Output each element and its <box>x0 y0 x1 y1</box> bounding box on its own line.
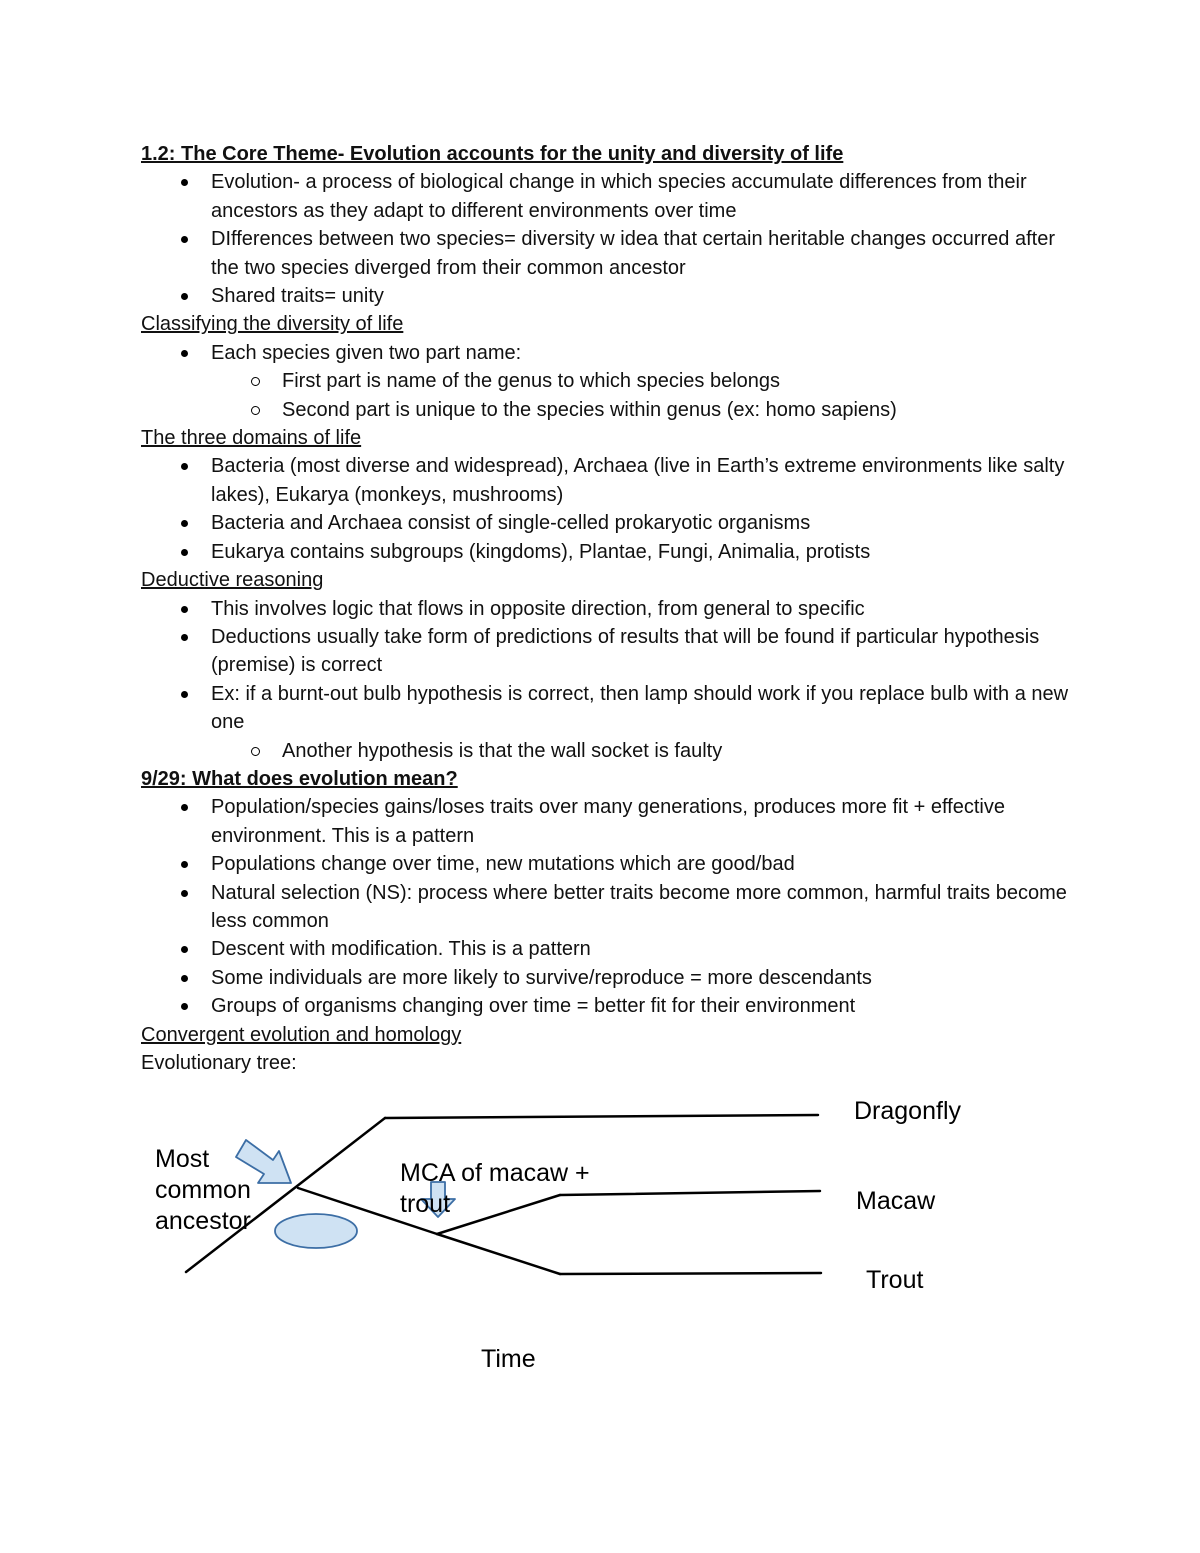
sub-list-item: Second part is unique to the species within genus (ex: homo sapiens) <box>141 396 1081 424</box>
list-item: DIfferences between two species= diversity w idea that certain heritable changes occurred after the two species diverged from their common ancestor <box>141 225 1081 282</box>
mca-label: MCA of macaw + trout <box>400 1159 590 1218</box>
list-item: This involves logic that flows in opposite direction, from general to specific <box>141 595 1081 623</box>
section-heading-convergent: Convergent evolution and homology <box>141 1023 462 1046</box>
list-item: Population/species gains/loses traits over many generations, produces more fit + effective environment. This is a pattern <box>141 793 1081 850</box>
list-item: Evolution- a process of biological change in which species accumulate differences from their ancestors as they adapt to different environments over time <box>141 168 1081 225</box>
most-common-ancestor-label: Most common ancestor <box>155 1145 251 1235</box>
sub-list-item: Another hypothesis is that the wall socket is faulty <box>141 737 1081 765</box>
sub-list-item: First part is name of the genus to which species belongs <box>141 367 1081 395</box>
section-heading-core-theme: 1.2: The Core Theme- Evolution accounts for the unity and diversity of life <box>141 143 844 165</box>
list-item: Natural selection (NS): process where better traits become more common, harmful traits become less common <box>141 879 1081 936</box>
section-heading-classifying: Classifying the diversity of life <box>141 313 404 336</box>
time-axis-label: Time <box>481 1345 536 1373</box>
list-item: Shared traits= unity <box>141 282 1081 310</box>
list-item: Eukarya contains subgroups (kingdoms), Plantae, Fungi, Animalia, protists <box>141 538 1081 566</box>
list-item: Descent with modification. This is a pattern <box>141 935 1081 963</box>
evolutionary-tree-caption: Evolutionary tree: <box>141 1052 297 1074</box>
list-item: Bacteria (most diverse and widespread), Archaea (live in Earth’s extreme environments like salty lakes), Eukarya (monkeys, mushrooms) <box>141 452 1081 509</box>
section-heading-deductive: Deductive reasoning <box>141 569 324 592</box>
list-item: Groups of organisms changing over time = better fit for their environment <box>141 992 1081 1020</box>
list-item: Bacteria and Archaea consist of single-celled prokaryotic organisms <box>141 509 1081 537</box>
list-item: Each species given two part name: <box>141 339 1081 367</box>
section-heading-domains: The three domains of life <box>141 427 362 450</box>
list-item: Some individuals are more likely to survive/reproduce = more descendants <box>141 964 1081 992</box>
list-item: Deductions usually take form of predictions of results that will be found if particular hypothesis (premise) is correct <box>141 623 1081 680</box>
trout-label: Trout <box>866 1266 924 1294</box>
list-item: Populations change over time, new mutations which are good/bad <box>141 850 1081 878</box>
section-heading-evolution-meaning: 9/29: What does evolution mean? <box>141 767 458 790</box>
trout-branch-line-b <box>560 1273 821 1274</box>
dragonfly-branch-line <box>385 1115 818 1118</box>
dragonfly-label: Dragonfly <box>854 1097 961 1125</box>
macaw-label: Macaw <box>856 1187 936 1215</box>
ancestor-ellipse <box>275 1214 357 1248</box>
trout-branch-line-a <box>437 1234 560 1274</box>
list-item: Ex: if a burnt-out bulb hypothesis is correct, then lamp should work if you replace bulb with a new one <box>141 680 1081 737</box>
